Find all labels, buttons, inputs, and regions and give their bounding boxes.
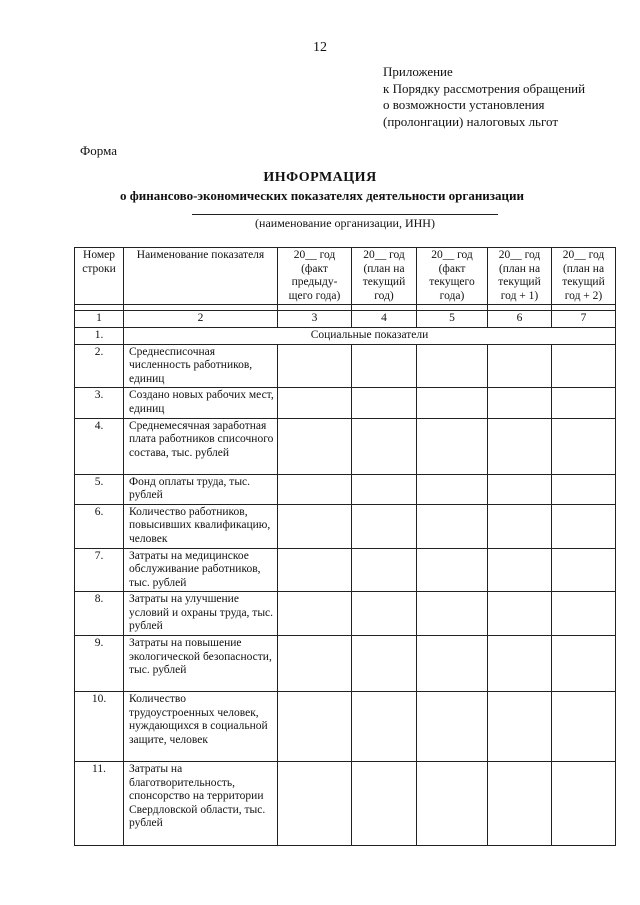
value-cell[interactable]	[352, 344, 417, 388]
value-cell[interactable]	[488, 388, 552, 418]
value-cell[interactable]	[417, 692, 488, 762]
column-header: Наименование показателя	[124, 248, 278, 305]
value-cell[interactable]	[417, 388, 488, 418]
table-row	[75, 504, 616, 548]
row-number: 9.	[75, 636, 124, 692]
value-cell[interactable]	[352, 592, 417, 636]
value-cell[interactable]	[552, 388, 616, 418]
indicator-name: Фонд оплаты труда, тыс. рублей	[124, 474, 278, 504]
page-number: 12	[313, 40, 327, 55]
indicator-name: Затраты на медицинское обслуживание работников, тыс. рублей	[124, 548, 278, 592]
column-number: 4	[352, 311, 417, 328]
indicators-table	[74, 247, 616, 846]
value-cell[interactable]	[278, 388, 352, 418]
value-cell[interactable]	[417, 592, 488, 636]
value-cell[interactable]	[488, 592, 552, 636]
indicator-name: Среднесписочная численность работников, единиц	[124, 344, 278, 388]
value-cell[interactable]	[552, 474, 616, 504]
column-header: 20__ год (план на текущий год + 2)	[552, 248, 616, 305]
section-title: Социальные показатели	[124, 327, 616, 344]
column-header: Номер строки	[75, 248, 124, 305]
value-cell[interactable]	[417, 344, 488, 388]
value-cell[interactable]	[417, 418, 488, 474]
row-number: 3.	[75, 388, 124, 418]
row-number: 5.	[75, 474, 124, 504]
value-cell[interactable]	[488, 504, 552, 548]
indicator-name: Создано новых рабочих мест, единиц	[124, 388, 278, 418]
value-cell[interactable]	[352, 548, 417, 592]
value-cell[interactable]	[552, 548, 616, 592]
column-number-row	[75, 311, 616, 328]
column-number: 3	[278, 311, 352, 328]
value-cell[interactable]	[278, 504, 352, 548]
value-cell[interactable]	[552, 692, 616, 762]
value-cell[interactable]	[417, 504, 488, 548]
value-cell[interactable]	[552, 762, 616, 846]
value-cell[interactable]	[417, 474, 488, 504]
appendix-line: о возможности установления	[383, 97, 545, 112]
value-cell[interactable]	[552, 504, 616, 548]
value-cell[interactable]	[417, 636, 488, 692]
column-number: 2	[124, 311, 278, 328]
value-cell[interactable]	[352, 762, 417, 846]
value-cell[interactable]	[352, 388, 417, 418]
form-label: Форма	[80, 143, 117, 158]
value-cell[interactable]	[488, 636, 552, 692]
appendix-line: Приложение	[383, 64, 453, 79]
indicator-name: Затраты на повышение экологической безопасности, тыс. рублей	[124, 636, 278, 692]
document-title: ИНФОРМАЦИЯ	[263, 170, 377, 185]
value-cell[interactable]	[278, 548, 352, 592]
value-cell[interactable]	[488, 418, 552, 474]
indicator-name: Среднемесячная заработная плата работников списочного состава, тыс. рублей	[124, 418, 278, 474]
table-row	[75, 592, 616, 636]
column-number: 1	[75, 311, 124, 328]
value-cell[interactable]	[278, 592, 352, 636]
value-cell[interactable]	[352, 418, 417, 474]
row-number: 4.	[75, 418, 124, 474]
column-header: 20__ год (план на текущий год + 1)	[488, 248, 552, 305]
value-cell[interactable]	[417, 762, 488, 846]
value-cell[interactable]	[278, 692, 352, 762]
value-cell[interactable]	[552, 592, 616, 636]
row-number: 1.	[75, 327, 124, 344]
table-row	[75, 344, 616, 388]
appendix-note	[383, 64, 585, 130]
indicator-name: Количество трудоустроенных человек, нуждающихся в социальной защите, человек	[124, 692, 278, 762]
value-cell[interactable]	[352, 474, 417, 504]
indicator-name: Количество работников, повысивших квалификацию, человек	[124, 504, 278, 548]
value-cell[interactable]	[278, 636, 352, 692]
value-cell[interactable]	[352, 504, 417, 548]
column-header: 20__ год (факт текущего года)	[417, 248, 488, 305]
organization-name-field[interactable]	[192, 214, 498, 215]
value-cell[interactable]	[278, 344, 352, 388]
indicator-name: Затраты на улучшение условий и охраны труда, тыс. рублей	[124, 592, 278, 636]
row-number: 2.	[75, 344, 124, 388]
column-number: 7	[552, 311, 616, 328]
table-row	[75, 692, 616, 762]
table-row	[75, 636, 616, 692]
table-row	[75, 762, 616, 846]
table-row	[75, 388, 616, 418]
value-cell[interactable]	[488, 762, 552, 846]
value-cell[interactable]	[488, 474, 552, 504]
column-header: 20__ год (факт предыду-щего года)	[278, 248, 352, 305]
row-number: 8.	[75, 592, 124, 636]
value-cell[interactable]	[352, 636, 417, 692]
value-cell[interactable]	[278, 418, 352, 474]
section-row	[75, 327, 616, 344]
indicator-name: Затраты на благотворительность, спонсорство на территории Свердловской области, тыс. рублей	[124, 762, 278, 846]
value-cell[interactable]	[488, 344, 552, 388]
column-header: 20__ год (план на текущий год)	[352, 248, 417, 305]
row-number: 6.	[75, 504, 124, 548]
document-subtitle: о финансово-экономических показателях деятельности организации	[119, 188, 524, 203]
appendix-line: (пролонгации) налоговых льгот	[383, 113, 559, 129]
table-row	[75, 474, 616, 504]
column-number: 5	[417, 311, 488, 328]
appendix-line: к Порядку рассмотрения обращений	[383, 80, 586, 96]
value-cell[interactable]	[552, 636, 616, 692]
table-row	[75, 548, 616, 592]
value-cell[interactable]	[552, 418, 616, 474]
value-cell[interactable]	[278, 474, 352, 504]
value-cell[interactable]	[352, 692, 417, 762]
value-cell[interactable]	[278, 762, 352, 846]
table-header-row	[75, 248, 616, 305]
column-number: 6	[488, 311, 552, 328]
organization-field-caption: (наименование организации, ИНН)	[255, 216, 435, 230]
row-number: 10.	[75, 692, 124, 762]
value-cell[interactable]	[488, 692, 552, 762]
value-cell[interactable]	[552, 344, 616, 388]
table-row	[75, 418, 616, 474]
value-cell[interactable]	[488, 548, 552, 592]
row-number: 11.	[75, 762, 124, 846]
value-cell[interactable]	[417, 548, 488, 592]
row-number: 7.	[75, 548, 124, 592]
